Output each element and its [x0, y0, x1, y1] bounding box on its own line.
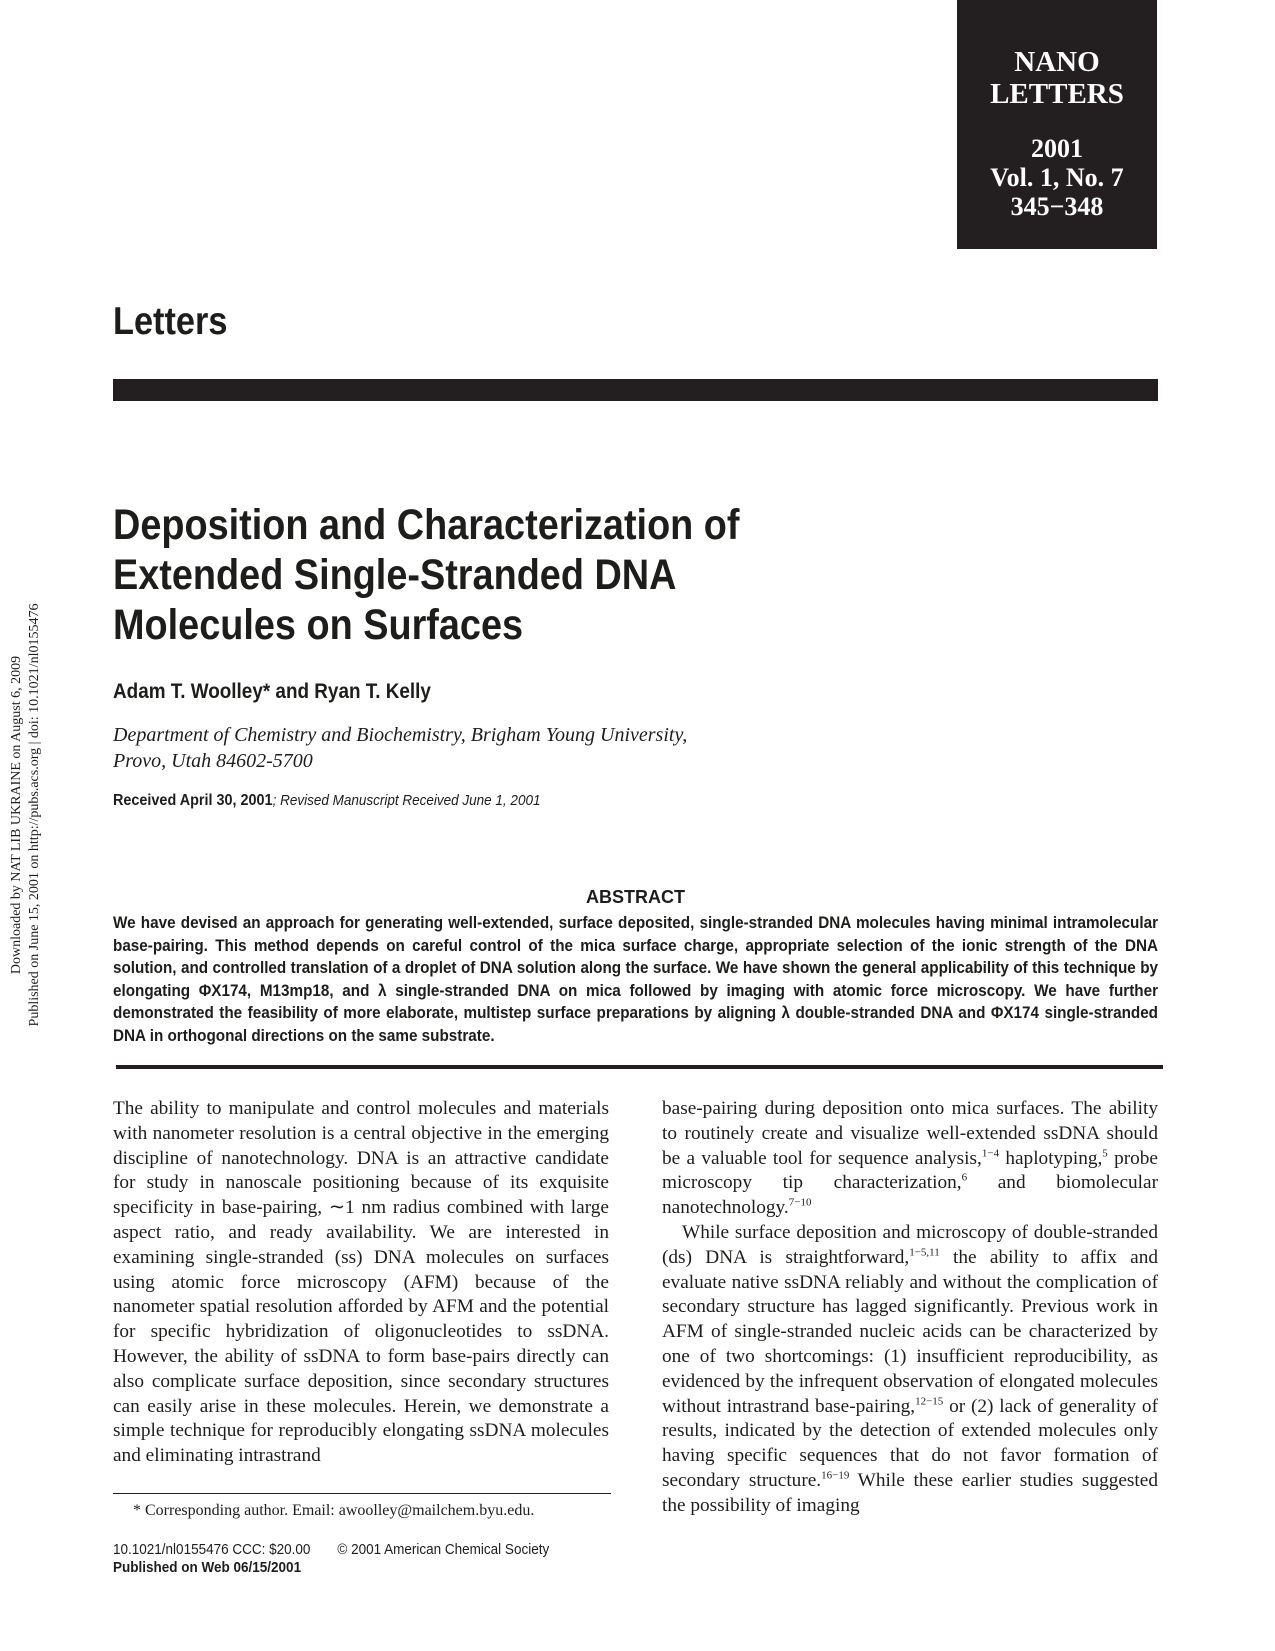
corresponding-author-footnote: * Corresponding author. Email: awoolley@mailchem.byu.edu.	[133, 1502, 535, 1519]
text-run: haplotyping,	[999, 1147, 1103, 1169]
abstract-text: We have devised an approach for generating well-extended, surface deposited, single-stranded DNA molecules having minimal intramolecular base-pairing. This method depends on careful control of the mica surface charge, appropriate selection of the ionic strength of the DNA solution, and controlled translation of a droplet of DNA solution along the surface. We have shown the general applicability of this technique by elongating ΦX174, M13mp18, and λ single-stranded DNA on mica followed by imaging with atomic force microscopy. We have further demonstrated the feasibility of more elaborate, multistep surface preparations by aligning λ double-stranded DNA and ΦX174 single-stranded DNA in orthogonal directions on the same substrate.	[113, 913, 1159, 1045]
article-title: Deposition and Characterization of Extended Single-Stranded DNA Molecules on Surfaces	[113, 501, 740, 649]
journal-badge	[957, 0, 1157, 249]
citation-ref: 1−5,11	[909, 1246, 940, 1259]
body-column-right	[662, 1097, 1158, 1519]
citation-ref: 7−10	[788, 1196, 812, 1209]
journal-name-line2: LETTERS	[990, 78, 1124, 110]
journal-name	[957, 46, 1157, 110]
side-note-line2: Published on June 15, 2001 on http://pubs.acs.org | doi: 10.1021/nl0155476	[27, 603, 42, 1027]
affiliation	[113, 722, 753, 774]
citation-ref: 16−19	[821, 1469, 850, 1482]
section-label: Letters	[113, 300, 228, 343]
abstract-rule	[116, 1065, 1163, 1069]
received-date: Received April 30, 2001	[113, 792, 273, 809]
journal-pages: 345−348	[1010, 192, 1104, 221]
body-paragraph: The ability to manipulate and control molecules and materials with nanometer resolution is a central objective in the emerging discipline of nanotechnology. DNA is an attractive candidate for study in nanoscale positioning because of its exquisite specificity in base-pairing, ∼1 nm radius combined with large aspect ratio, and ready availability. We are interested in examining single-stranded (ss) DNA molecules on surfaces using atomic force microscopy (AFM) because of the nanometer spatial resolution afforded by AFM and the potential for specific hybridization of oligonucleotides to ssDNA. However, the ability of ssDNA to form base-pairs directly can also complicate surface deposition, since secondary structures can easily arise in these molecules. Herein, we demonstrate a simple technique for reproducibly elongating ssDNA molecules and eliminating intrastrand	[113, 1098, 609, 1467]
journal-volume: Vol. 1, No. 7	[990, 163, 1124, 192]
text-run: the ability to affix and evaluate native ssDNA reliably and without the complication of secondary structure has lagged significantly. Previous work in AFM of single-stranded nucleic acids can be characterized by one of two shortcomings: (1) insufficient reproducibility, as evidenced by the infrequent observation of elongated molecules without intrastrand base-pairing,	[662, 1246, 1159, 1417]
text-run: probe microscopy tip characterization,	[662, 1147, 1158, 1194]
copyright: © 2001 American Chemical Society	[337, 1541, 550, 1558]
section-divider-bar	[113, 379, 1158, 401]
download-side-note	[8, 555, 44, 1075]
text-run: or (2) lack of generality of results, indicated by the detection of extended molecules only having specific sequences that do not favor formation of secondary structure.	[662, 1395, 1158, 1491]
body-paragraph	[662, 1097, 1158, 1221]
doi-line	[113, 1541, 549, 1558]
journal-year: 2001	[1031, 134, 1083, 163]
citation-ref: 1−4	[981, 1147, 1000, 1160]
abstract-heading: ABSTRACT	[586, 887, 685, 907]
journal-issue-info	[957, 134, 1157, 221]
citation-ref: 12−15	[915, 1395, 944, 1408]
published-on-web: Published on Web 06/15/2001	[113, 1559, 302, 1576]
body-paragraph	[662, 1221, 1158, 1519]
doi-ccc: 10.1021/nl0155476 CCC: $20.00	[113, 1541, 311, 1558]
journal-name-line1: NANO	[1014, 46, 1100, 78]
side-note-line1: Downloaded by NAT LIB UKRAINE on August 6, 2009	[9, 655, 24, 975]
author-list: Adam T. Woolley* and Ryan T. Kelly	[113, 680, 431, 703]
revised-date: ; Revised Manuscript Received June 1, 2001	[272, 792, 541, 809]
text-run: While surface deposition and microscopy of double-stranded (ds) DNA is straightforward,	[662, 1221, 1158, 1268]
text-run: While these earlier studies suggested the possibility of imaging	[662, 1469, 1158, 1516]
citation-ref: 5	[1102, 1147, 1108, 1160]
body-column-left	[113, 1097, 609, 1469]
citation-ref: 6	[961, 1171, 968, 1184]
affiliation-line2: Provo, Utah 84602-5700	[113, 750, 313, 772]
footnote-rule	[113, 1493, 611, 1494]
text-run: base-pairing during deposition onto mica surfaces. The ability to routinely create and visualize well-extended ssDNA should be a valuable tool for sequence analysis,	[662, 1098, 1158, 1169]
affiliation-line1: Department of Chemistry and Biochemistry, Brigham Young University,	[113, 724, 688, 746]
text-run: and biomolecular nanotechnology.	[662, 1172, 1158, 1219]
received-dates	[113, 792, 540, 810]
